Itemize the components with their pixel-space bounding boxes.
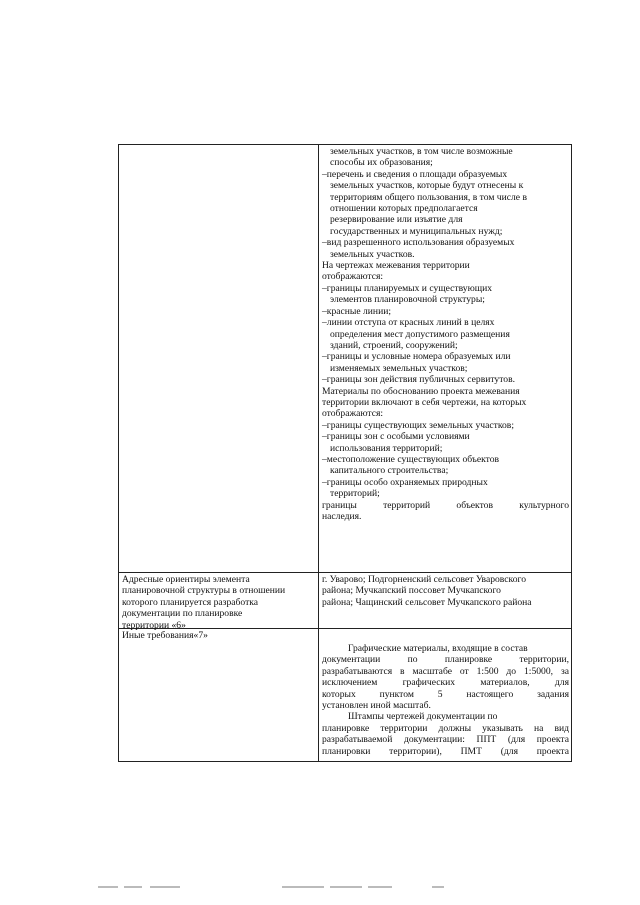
scan-artifact: [98, 886, 118, 888]
text-line: Штампы чертежей документации по: [348, 711, 498, 723]
text-line: элементов планировочной структуры;: [330, 294, 485, 306]
scan-artifact: [330, 886, 362, 888]
text-line: которого планируется разработка: [122, 596, 259, 608]
text-line: исключением графических материалов, для: [322, 677, 569, 689]
text-line: –вид разрешенного использования образуемых: [322, 237, 515, 249]
text-line: изменяемых земельных участков;: [330, 362, 468, 374]
text-line: отображаются:: [322, 408, 384, 420]
text-line: Адресные ориентиры элемента: [122, 574, 250, 585]
text-line: способы их образования;: [330, 157, 433, 169]
text-line: –границы планируемых и существующих: [322, 282, 493, 294]
text-line: границы территорий объектов культурного: [322, 499, 569, 511]
text-line: планировке территории должны указывать на вид: [322, 722, 569, 734]
text-line: территориям общего пользования, в том числе в: [330, 191, 527, 203]
text-line: –местоположение существующих объектов: [322, 453, 500, 465]
text-line: государственных и муниципальных нужд;: [330, 225, 503, 237]
column-divider: [318, 145, 319, 761]
text-line: земельных участков, в том числе возможные: [330, 146, 513, 157]
row3-right-cell: [322, 643, 569, 757]
text-line: территории включают в себя чертежи, на которых: [322, 396, 527, 408]
text-line: планировочной структуры в отношении: [122, 585, 286, 597]
text-line: земельных участков.: [330, 248, 415, 260]
text-line: Материалы по обоснованию проекта межевания: [322, 385, 520, 397]
text-line: использования территорий;: [330, 442, 443, 454]
scan-artifact: [150, 886, 180, 888]
text-line: На чертежах межевания территории: [322, 260, 470, 272]
text-line: –границы и условные номера образуемых или: [322, 351, 511, 363]
text-line: –границы зон с особыми условиями: [322, 431, 470, 443]
text-line: района; Мучкапский поссовет Мучкапского: [322, 585, 501, 597]
text-line: территории «6»: [122, 619, 186, 631]
scan-artifact: [368, 886, 392, 888]
text-line: района; Чащинский сельсовет Мучкапского района: [322, 596, 532, 608]
text-line: планировки территории), ПМТ (для проекта: [322, 745, 569, 757]
text-line: зданий, строений, сооружений;: [330, 339, 458, 351]
text-line: отображаются:: [322, 271, 384, 283]
text-line: территорий;: [330, 488, 380, 500]
text-line: резервирование или изъятие для: [330, 214, 463, 226]
row1-right-cell: [322, 146, 569, 522]
requirements-table: [118, 144, 572, 762]
text-line: –границы существующих земельных участков;: [322, 419, 514, 431]
text-line: которых пунктом 5 настоящего задания: [322, 688, 569, 700]
text-line: документации по планировке: [122, 608, 243, 620]
row-divider-1: [119, 572, 571, 573]
text-line: –границы особо охраняемых природных: [322, 476, 488, 488]
scan-artifact: [282, 886, 324, 888]
text-line: разрабатываемой документации: ППТ (для проекта: [322, 734, 569, 746]
scan-artifact: [432, 886, 444, 888]
text-line: наследия.: [322, 511, 362, 522]
row2-left-cell: [122, 574, 316, 631]
text-line: капитального строительства;: [330, 465, 449, 477]
text-line: определения мест допустимого размещения: [330, 328, 510, 340]
text-line: –линии отступа от красных линий в целях: [322, 317, 495, 329]
text-line: отношении которых предполагается: [330, 203, 478, 215]
text-line: –красные линии;: [322, 305, 391, 317]
text-line: земельных участков, которые будут отнесены к: [330, 180, 524, 192]
text-line: документации по планировке территории,: [322, 654, 569, 666]
text-line: –перечень и сведения о площади образуемых: [322, 168, 508, 180]
text-line: Иные требования«7»: [122, 630, 208, 641]
row3-left-cell: [122, 630, 316, 641]
text-line: разрабатываются в масштабе от 1:500 до 1:5000, за: [322, 665, 569, 677]
text-line: –границы зон действия публичных сервитутов.: [322, 374, 516, 386]
text-line: Графические материалы, входящие в состав: [348, 643, 528, 654]
text-line: установлен иной масштаб.: [322, 700, 431, 712]
text-line: г. Уварово; Подгорненский сельсовет Уваровского: [322, 574, 527, 585]
row2-right-cell: [322, 574, 569, 608]
scan-artifact: [124, 886, 142, 888]
